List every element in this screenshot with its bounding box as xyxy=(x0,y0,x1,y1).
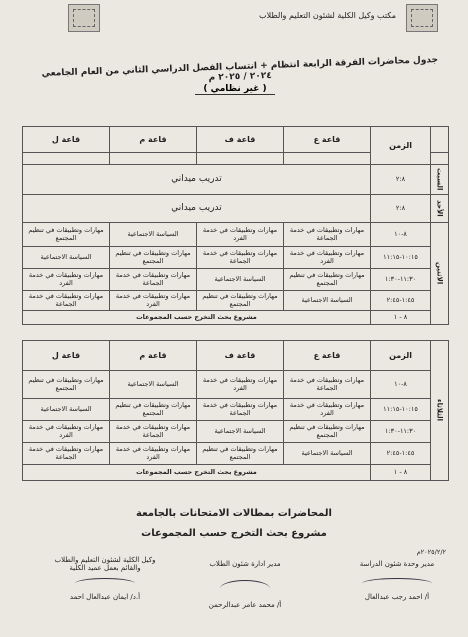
signatory-title: مدير ادارة شئون الطلاب xyxy=(209,560,281,568)
handwritten-signature xyxy=(220,580,270,597)
hall-l-header: قاعة ل xyxy=(23,341,110,371)
footer-note-exams: المحاضرات بمطالات الامتحانات بالجامعة xyxy=(136,508,332,519)
blank-cell xyxy=(110,153,197,165)
time-cell: ٨ - ١ xyxy=(371,311,431,325)
course-cell: مهارات وتطبيقات في خدمة الفرد xyxy=(110,291,197,311)
day-sunday: الأحد xyxy=(431,195,449,223)
course-cell: مهارات وتطبيقات في خدمة الجماعة xyxy=(284,223,371,247)
field-training-cell: تدريب ميداني xyxy=(23,195,371,223)
hall-a-header: قاعة ع xyxy=(284,341,371,371)
signature-block-student-affairs xyxy=(190,560,300,609)
schedule-table-2 xyxy=(22,340,449,481)
course-cell: السياسة الاجتماعية xyxy=(197,421,284,443)
schedule-title: جدول محاضرات الفرقة الرابعة انتظام + انتساب الفصل الدراسي الثاني من العام الجامعي ٢٠٢٤ / ٢٠٢٥ م xyxy=(41,55,439,84)
hall-f-header: قاعة ف xyxy=(197,341,284,371)
field-training-cell: تدريب ميداني xyxy=(23,165,371,195)
course-cell: مهارات وتطبيقات في خدمة الفرد xyxy=(23,421,110,443)
faculty-logo-icon xyxy=(68,4,100,32)
course-cell: مهارات وتطبيقات في تنظيم المجتمع xyxy=(284,269,371,291)
time-cell: ١٠:١٥-١١:١٥ xyxy=(371,399,431,421)
blank-cell xyxy=(23,153,110,165)
time-cell: ١٠:١٥-١١:١٥ xyxy=(371,247,431,269)
course-cell: مهارات وتطبيقات في خدمة الجماعة xyxy=(23,291,110,311)
blank-cell xyxy=(431,153,449,165)
signatory-title-2: والقائم بعمل عميد الكلية xyxy=(69,564,141,572)
course-cell: مهارات وتطبيقات في تنظيم المجتمع xyxy=(23,223,110,247)
letterhead xyxy=(0,4,468,32)
course-cell: مهارات وتطبيقات في تنظيم المجتمع xyxy=(110,399,197,421)
time-cell: ١:٤٥-٢:٤٥ xyxy=(371,443,431,465)
course-cell: مهارات وتطبيقات في خدمة الجماعة xyxy=(197,247,284,269)
course-cell: السياسة الاجتماعية xyxy=(110,223,197,247)
time-cell: ٢:٨ xyxy=(371,165,431,195)
day-monday: الاثنين xyxy=(431,223,449,325)
course-cell: مهارات وتطبيقات في خدمة الفرد xyxy=(197,371,284,399)
course-cell: السياسة الاجتماعية xyxy=(197,269,284,291)
time-cell: ٨-١٠ xyxy=(371,223,431,247)
time-cell: ٢:٨ xyxy=(371,195,431,223)
course-cell: مهارات وتطبيقات في خدمة الفرد xyxy=(284,247,371,269)
course-cell: مهارات وتطبيقات في خدمة الفرد xyxy=(197,223,284,247)
course-cell: مهارات وتطبيقات في تنظيم المجتمع xyxy=(197,443,284,465)
signature-block-vice-dean xyxy=(30,556,180,601)
course-cell: مهارات وتطبيقات في تنظيم المجتمع xyxy=(110,247,197,269)
day-tuesday: الثلاثاء xyxy=(431,341,449,481)
course-cell: السياسة الاجتماعية xyxy=(284,291,371,311)
university-logo-icon xyxy=(406,4,438,32)
course-cell: مهارات وتطبيقات في خدمة الجماعة xyxy=(197,399,284,421)
document-date: ٢٠٢٥/٢/٢م xyxy=(416,548,446,556)
course-cell: مهارات وتطبيقات في تنظيم المجتمع xyxy=(23,371,110,399)
course-cell: مهارات وتطبيقات في خدمة الجماعة xyxy=(110,421,197,443)
hall-f-header: قاعة ف xyxy=(197,127,284,153)
time-cell: ١١:٣٠-١:٣٠ xyxy=(371,421,431,443)
blank-cell xyxy=(284,153,371,165)
course-cell: السياسة الاجتماعية xyxy=(110,371,197,399)
course-cell: السياسة الاجتماعية xyxy=(284,443,371,465)
course-cell: مهارات وتطبيقات في خدمة الجماعة xyxy=(284,371,371,399)
graduation-project-cell: مشروع بحث التخرج حسب المجموعات xyxy=(23,311,371,325)
course-cell: السياسة الاجتماعية xyxy=(23,399,110,421)
course-cell: مهارات وتطبيقات في تنظيم المجتمع xyxy=(197,291,284,311)
time-header: الزمن xyxy=(371,341,431,371)
hall-m-header: قاعة م xyxy=(110,127,197,153)
schedule-subtitle: ( غير نظامي ) xyxy=(195,84,275,95)
course-cell: مهارات وتطبيقات في خدمة الجماعة xyxy=(110,269,197,291)
hall-l-header: قاعة ل xyxy=(23,127,110,153)
course-cell: مهارات وتطبيقات في تنظيم المجتمع xyxy=(284,421,371,443)
handwritten-signature xyxy=(75,578,135,589)
graduation-project-cell: مشروع بحث التخرج حسب المجموعات xyxy=(23,465,371,481)
hall-m-header: قاعة م xyxy=(110,341,197,371)
time-cell: ١:٤٥-٢:٤٥ xyxy=(371,291,431,311)
time-cell: ١١:٣٠-١:٣٠ xyxy=(371,269,431,291)
signatory-title: مدير وحدة شئون الدراسة xyxy=(359,560,435,568)
footer-note-project: مشروع بحث التخرج حسب المجموعات xyxy=(141,528,327,539)
course-cell: مهارات وتطبيقات في خدمة الفرد xyxy=(110,443,197,465)
day-saturday: السبت xyxy=(431,165,449,195)
signatory-title: وكيل الكلية لشئون التعليم والطلاب xyxy=(54,556,156,564)
time-cell: ٨ - ١ xyxy=(371,465,431,481)
handwritten-signature xyxy=(362,578,432,589)
course-cell: مهارات وتطبيقات في خدمة الجماعة xyxy=(23,443,110,465)
schedule-table-1 xyxy=(22,126,449,325)
signatory-name: أ.د/ ايمان عبدالعال احمد xyxy=(69,593,141,601)
time-header: الزمن xyxy=(371,127,431,165)
signatory-name: أ/ محمد عامر عبدالرحمن xyxy=(208,601,282,609)
course-cell: السياسة الاجتماعية xyxy=(23,247,110,269)
office-name: مكتب وكيل الكلية لشئون التعليم والطلاب xyxy=(259,11,396,20)
hall-a-header: قاعة ع xyxy=(284,127,371,153)
day-header xyxy=(431,127,449,153)
course-cell: مهارات وتطبيقات في خدمة الفرد xyxy=(284,399,371,421)
signatory-name: أ/ احمد رجب عبدالعال xyxy=(364,593,430,601)
signature-block-study-affairs xyxy=(332,560,462,601)
blank-cell xyxy=(197,153,284,165)
course-cell: مهارات وتطبيقات في خدمة الفرد xyxy=(23,269,110,291)
time-cell: ٨-١٠ xyxy=(371,371,431,399)
